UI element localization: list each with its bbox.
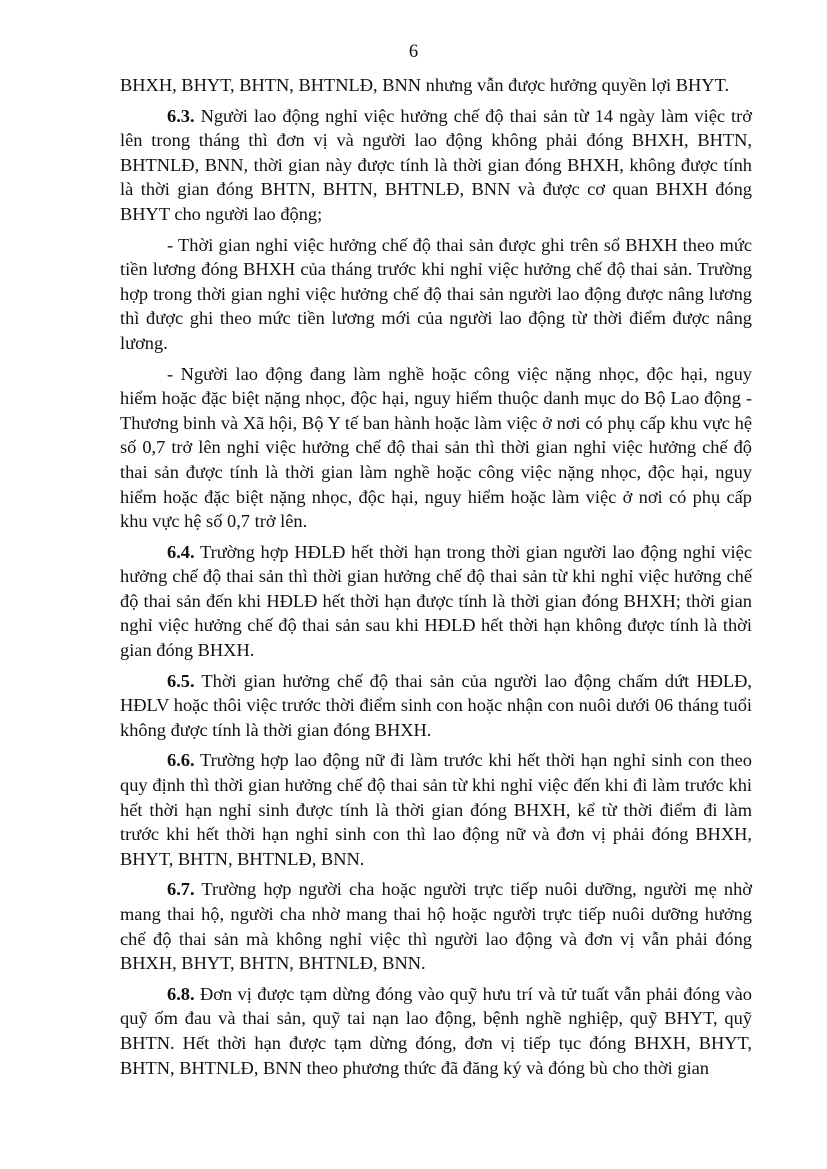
paragraph-text: - Người lao động đang làm nghề hoặc công việc nặng nhọc, độc hại, nguy hiểm hoặc đặc biệt nặng nhọc, độc hại, nguy hiểm thuộc danh mục do Bộ Lao động - Thương binh và Xã hội, Bộ Y tế ban hành hoặc làm việc ở nơi có phụ cấp khu vực hệ số 0,7 trở lên nghỉ việc hưởng chế độ thai sản thì thời gian nghỉ việc hưởng chế độ thai sản được tính là thời gian làm nghề hoặc công việc nặng nhọc, độc hại, nguy hiểm hoặc đặc biệt nặng nhọc, độc hại, nguy hiểm hoặc làm việc ở nơi có phụ cấp khu vực hệ số 0,7 trở lên. [120,363,752,532]
paragraph-text: Đơn vị được tạm dừng đóng vào quỹ hưu trí và tử tuất vẫn phải đóng vào quỹ ốm đau và thai sản, quỹ tai nạn lao động, bệnh nghề nghiệp, quỹ BHYT, quỹ BHTN. Hết thời hạn được tạm dừng đóng, đơn vị tiếp tục đóng BHXH, BHYT, BHTN, BHTNLĐ, BNN theo phương thức đã đăng ký và đóng bù cho thời gian [120,983,752,1078]
section-number: 6.8. [167,983,195,1004]
section-number: 6.3. [167,105,195,126]
bullet-paragraph [120,362,752,534]
section-number: 6.6. [167,750,195,771]
document-body [120,73,752,1086]
section-6-4 [120,540,752,663]
paragraph-text: Người lao động nghỉ việc hưởng chế độ thai sản từ 14 ngày làm việc trở lên trong tháng thì đơn vị và người lao động không phải đóng BHXH, BHTN, BHTNLĐ, BNN, thời gian này được tính là thời gian đóng BHXH, không được tính là thời gian đóng BHTN, BHTN, BHTNLĐ, BNN và được cơ quan BHXH đóng BHYT cho người lao động; [120,105,752,224]
paragraph-text: Trường hợp lao động nữ đi làm trước khi hết thời hạn nghỉ sinh con theo quy định thì thời gian hưởng chế độ thai sản từ khi nghỉ việc đến khi đi làm trước khi hết thời hạn nghỉ sinh được tính là thời gian đóng BHXH, kể từ thời điểm đi làm trước khi hết thời hạn nghỉ sinh con thì lao động nữ và đơn vị phải đóng BHXH, BHYT, BHTN, BHTNLĐ, BNN. [120,750,752,869]
paragraph-text: Trường hợp người cha hoặc người trực tiếp nuôi dưỡng, người mẹ nhờ mang thai hộ, người cha nhờ mang thai hộ hoặc người trực tiếp nuôi dưỡng hưởng chế độ thai sản mà không nghỉ việc thì người lao động và đơn vị vẫn phải đóng BHXH, BHYT, BHTN, BHTNLĐ, BNN. [120,879,752,974]
paragraph-text: Trường hợp HĐLĐ hết thời hạn trong thời gian người lao động nghỉ việc hưởng chế độ thai sản thì thời gian hưởng chế độ thai sản từ khi nghỉ việc hưởng chế độ thai sản đến khi HĐLĐ hết thời hạn được tính là thời gian đóng BHXH; thời gian nghỉ việc hưởng chế độ thai sản sau khi HĐLĐ hết thời hạn không được tính là thời gian đóng BHXH. [120,541,752,661]
paragraph-continuation [120,73,752,98]
section-6-6 [120,748,752,871]
section-6-8 [120,982,752,1080]
section-6-7 [120,877,752,975]
bullet-paragraph [120,233,752,356]
section-6-3 [120,104,752,227]
paragraph-text: Thời gian hưởng chế độ thai sản của người lao động chấm dứt HĐLĐ, HĐLV hoặc thôi việc trước thời điểm sinh con hoặc nhận con nuôi dưới 06 tháng tuổi không được tính là thời gian đóng BHXH. [120,670,752,740]
section-6-5 [120,669,752,743]
paragraph-text: BHXH, BHYT, BHTN, BHTNLĐ, BNN nhưng vẫn được hưởng quyền lợi BHYT. [120,75,730,95]
section-number: 6.5. [167,670,195,691]
section-number: 6.7. [167,879,195,900]
page-number: 6 [408,42,419,62]
paragraph-text: - Thời gian nghỉ việc hưởng chế độ thai sản được ghi trên sổ BHXH theo mức tiền lương đóng BHXH của tháng trước khi nghỉ việc hưởng chế độ thai sản. Trường hợp trong thời gian nghỉ việc hưởng chế độ thai sản người lao động được nâng lương thì được ghi theo mức tiền lương mới của người lao động từ thời điểm được nâng lương. [120,234,752,353]
section-number: 6.4. [167,541,195,562]
